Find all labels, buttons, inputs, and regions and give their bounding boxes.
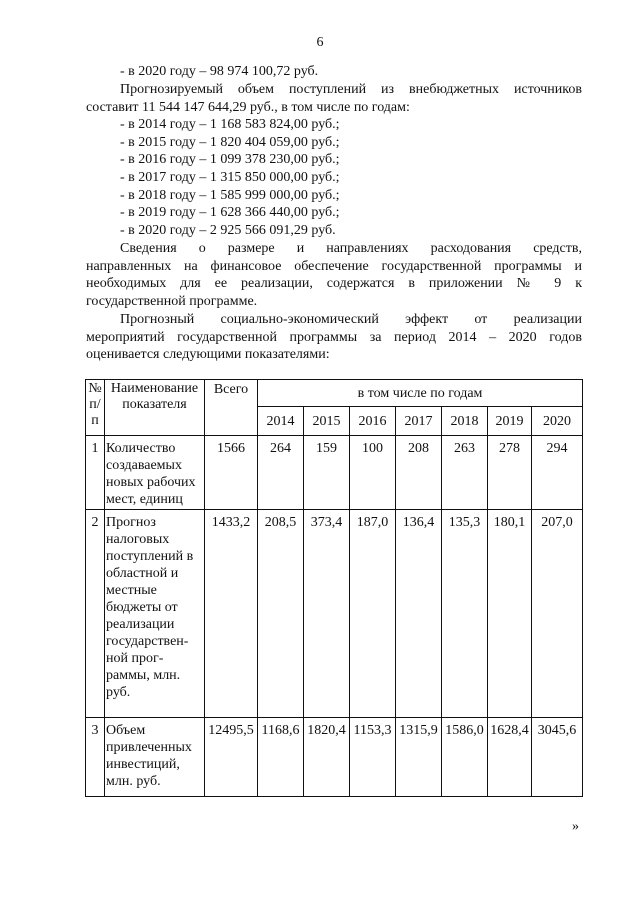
header-year: 2018	[442, 407, 488, 436]
row-value: 1820,4	[304, 718, 350, 797]
row-value: 136,4	[396, 510, 442, 718]
extrabudget-paragraph	[86, 81, 582, 239]
spending-info-line-2: направленных на финансовое обеспечение государственной программы и	[86, 258, 582, 274]
name-line: Объем	[106, 723, 146, 738]
spending-info-line-1: Сведения о размере и направлениях расходования средств,	[120, 241, 582, 256]
row-value: 1153,3	[350, 718, 396, 797]
extrabudget-year-2015: - в 2015 году – 1 820 404 059,00 руб.;	[120, 134, 340, 150]
row-total: 12495,5	[205, 718, 258, 797]
closing-quote-mark: »	[572, 819, 579, 834]
table-row	[86, 436, 583, 510]
table-row	[86, 510, 583, 718]
name-line: создаваемых	[106, 458, 182, 473]
budget-2020-line: - в 2020 году – 98 974 100,72 руб.	[120, 64, 319, 79]
row-value: 1315,9	[396, 718, 442, 797]
budget-list-tail	[86, 63, 582, 81]
header-year: 2019	[488, 407, 532, 436]
name-line: привлеченных	[106, 740, 192, 755]
row-indicator-name	[105, 436, 205, 510]
name-line: инвестиций,	[106, 757, 180, 772]
row-value: 373,4	[304, 510, 350, 718]
extrabudget-line-2: составит 11 544 147 644,29 руб., в том числе по годам:	[86, 99, 410, 115]
name-line: областной и	[106, 566, 179, 581]
row-total: 1433,2	[205, 510, 258, 718]
header-year: 2020	[532, 407, 583, 436]
table-row	[86, 718, 583, 797]
row-value: 278	[488, 436, 532, 510]
header-year: 2016	[350, 407, 396, 436]
name-line: раммы, млн.	[106, 668, 181, 683]
name-line: реализации	[106, 617, 175, 632]
header-year: 2015	[304, 407, 350, 436]
row-indicator-name	[105, 510, 205, 718]
header-indicator-name: Наименование показателя	[105, 380, 205, 436]
extrabudget-year-2016: - в 2016 году – 1 099 378 230,00 руб.;	[120, 152, 340, 168]
row-value: 180,1	[488, 510, 532, 718]
header-total: Всего	[205, 380, 258, 436]
row-value: 208	[396, 436, 442, 510]
name-line: мест, единиц	[106, 492, 183, 507]
effect-line-1: Прогнозный социально-экономический эффект от реализации	[120, 312, 582, 327]
extrabudget-line-1: Прогнозируемый объем поступлений из внебюджетных источников	[120, 82, 582, 97]
row-value: 187,0	[350, 510, 396, 718]
extrabudget-year-2014: - в 2014 году – 1 168 583 824,00 руб.;	[120, 117, 340, 133]
spending-info-paragraph	[86, 240, 582, 310]
row-value: 208,5	[258, 510, 304, 718]
row-value: 135,3	[442, 510, 488, 718]
row-total: 1566	[205, 436, 258, 510]
row-value: 1168,6	[258, 718, 304, 797]
page-number: 6	[316, 35, 324, 50]
header-year: 2017	[396, 407, 442, 436]
row-value: 207,0	[532, 510, 583, 718]
name-line: налоговых	[106, 532, 170, 547]
name-line: новых рабочих	[106, 475, 196, 490]
row-number: 2	[86, 510, 105, 718]
row-value: 264	[258, 436, 304, 510]
row-value: 159	[304, 436, 350, 510]
name-line: поступлений в	[106, 549, 194, 564]
header-years-group: в том числе по годам	[258, 380, 583, 407]
row-number: 1	[86, 436, 105, 510]
header-year: 2014	[258, 407, 304, 436]
row-value: 1628,4	[488, 718, 532, 797]
header-number: № п/п	[86, 380, 105, 436]
row-value: 263	[442, 436, 488, 510]
spending-info-line-3: необходимых для ее реализации, содержатся в приложении № 9 к	[86, 276, 582, 292]
effect-line-2: мероприятий государственной программы за период 2014 – 2020 годов	[86, 329, 582, 345]
extrabudget-year-2020: - в 2020 году – 2 925 566 091,29 руб.	[120, 222, 336, 238]
row-value: 100	[350, 436, 396, 510]
name-line: руб.	[106, 685, 131, 700]
spending-info-line-4: государственной программе.	[86, 293, 258, 309]
effect-line-3: оценивается следующими показателями:	[86, 347, 330, 363]
name-line: Количество	[106, 441, 176, 456]
row-value: 3045,6	[532, 718, 583, 797]
row-indicator-name	[105, 718, 205, 797]
name-line: местные	[106, 583, 157, 598]
row-value: 1586,0	[442, 718, 488, 797]
effect-paragraph	[86, 311, 582, 364]
indicators-table	[85, 379, 583, 797]
row-number: 3	[86, 718, 105, 797]
name-line: государствен-	[106, 634, 189, 649]
table-header-row	[86, 380, 583, 407]
extrabudget-year-2019: - в 2019 году – 1 628 366 440,00 руб.;	[120, 205, 340, 221]
row-value: 294	[532, 436, 583, 510]
extrabudget-year-2018: - в 2018 году – 1 585 999 000,00 руб.;	[120, 187, 340, 203]
extrabudget-year-2017: - в 2017 году – 1 315 850 000,00 руб.;	[120, 169, 340, 185]
name-line: млн. руб.	[106, 774, 161, 789]
name-line: ной прог-	[106, 651, 164, 666]
name-line: бюджеты от	[106, 600, 178, 615]
name-line: Прогноз	[106, 515, 156, 530]
